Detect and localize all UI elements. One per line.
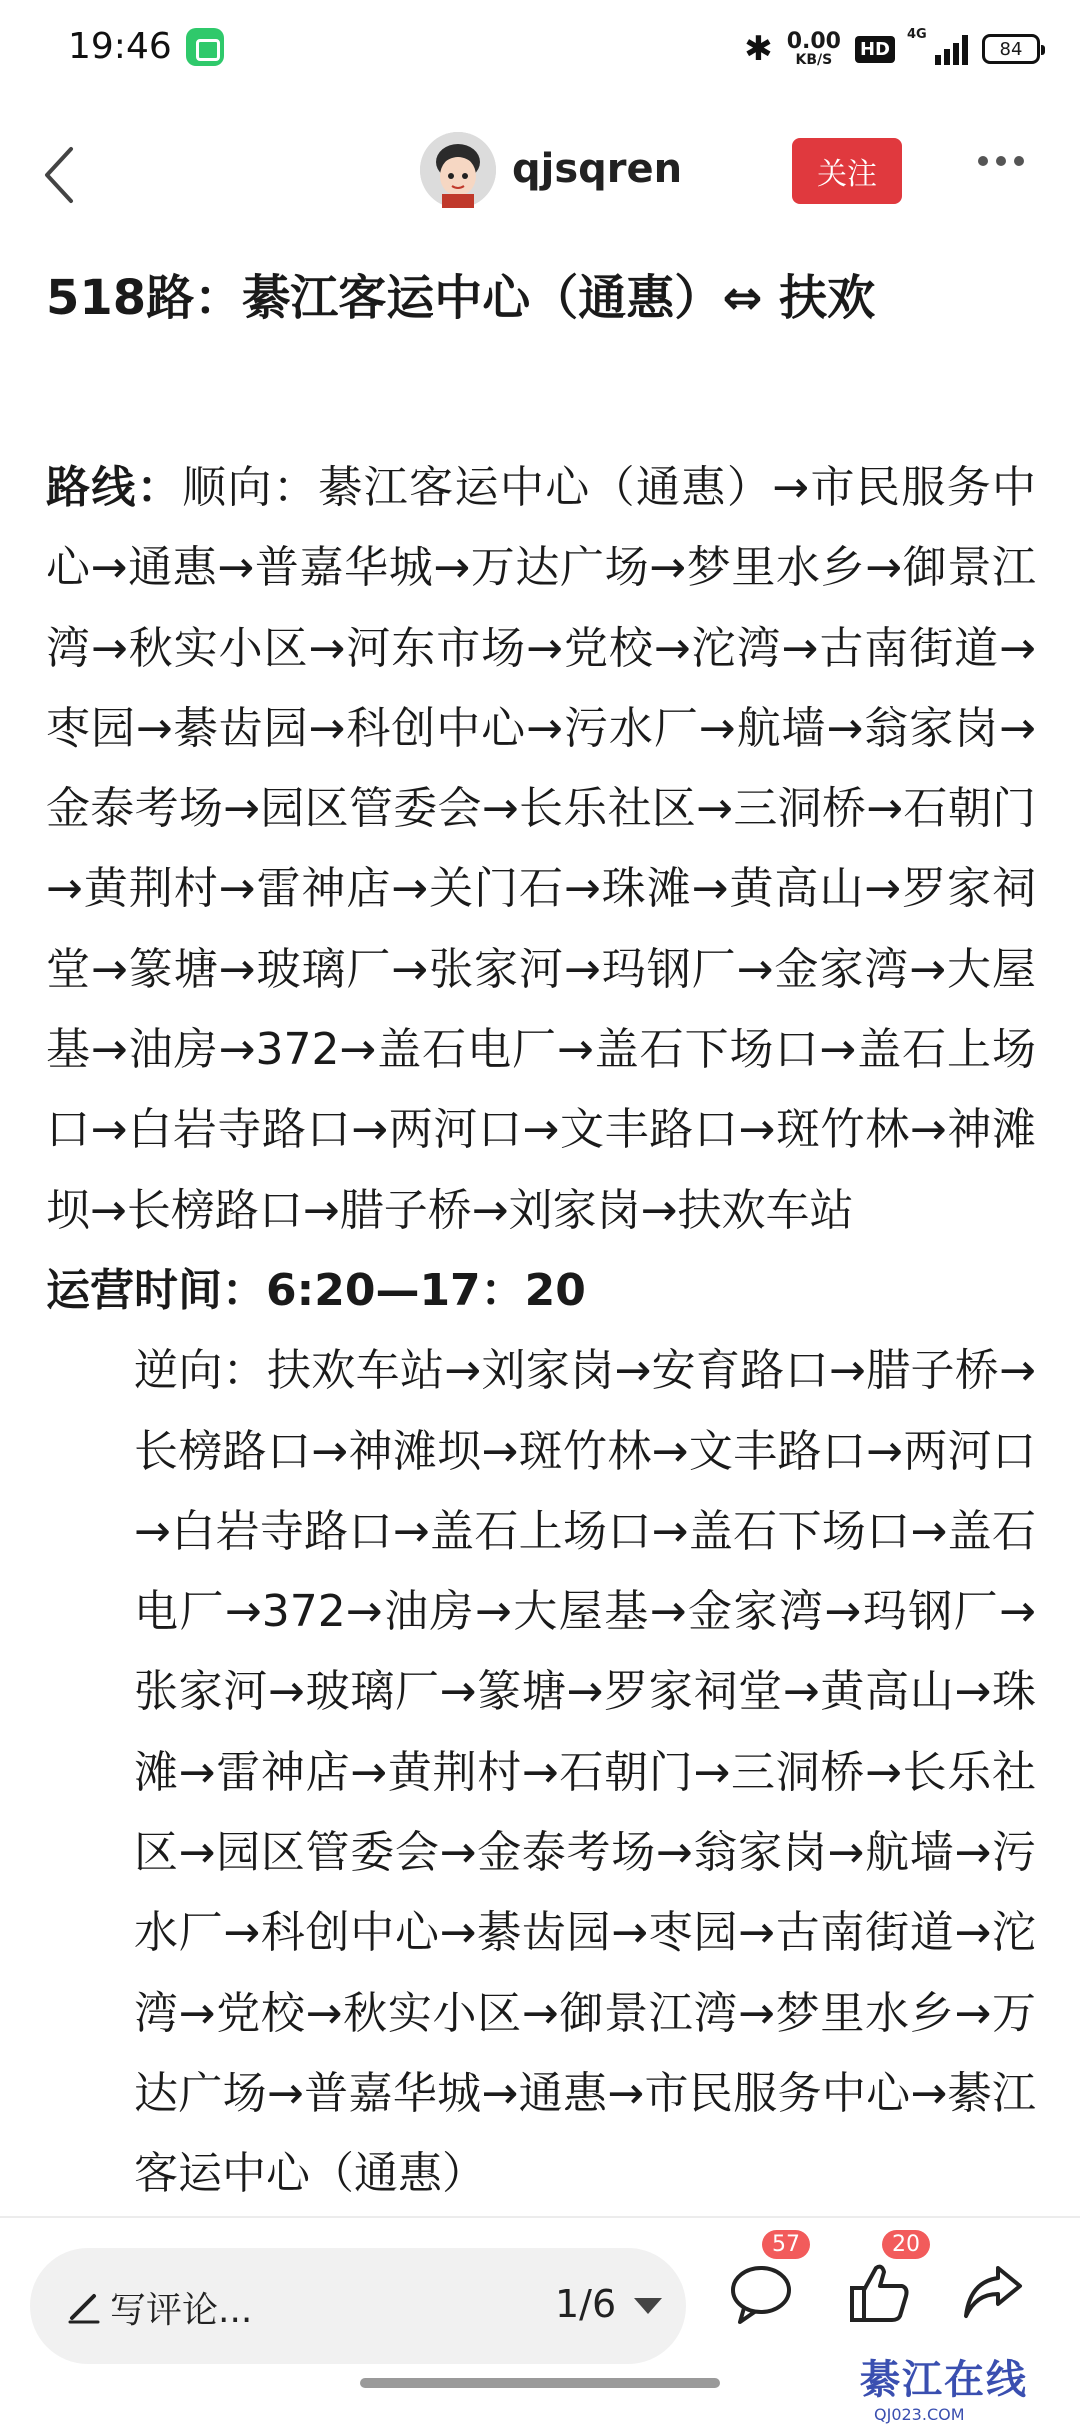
battery-level: 84 [999,38,1023,60]
app-notification-icon [186,28,224,66]
comment-placeholder: 写评论... [110,2290,253,2331]
like-button[interactable] [846,2232,926,2338]
username[interactable]: qjsqren [512,146,683,192]
operating-hours: 运营时间：6:20—17：20 [46,1264,586,1316]
back-button[interactable] [28,140,88,210]
more-dot-icon [1014,156,1024,166]
hd-icon: HD [855,36,895,63]
status-indicators [744,24,1040,74]
network-type: 4G [907,27,927,42]
share-icon [958,2258,1028,2328]
comment-bubble-icon [726,2258,796,2328]
site-watermark [860,2348,1028,2424]
article-body [46,448,1036,2215]
forward-route-paragraph [46,448,1036,1251]
signal-icon [907,27,968,65]
home-indicator[interactable] [360,2378,720,2388]
watermark-url: QJ023.COM [874,2405,965,2424]
avatar-image [420,132,496,208]
page-indicator[interactable]: 1/6 [555,2282,617,2326]
article-content [46,258,1036,2215]
comment-button[interactable] [726,2232,806,2338]
net-speed-value: 0.00 [786,29,841,54]
avatar[interactable] [420,132,496,208]
status-time: 19:46 [68,26,172,67]
battery-icon [982,34,1040,64]
net-speed [787,31,841,67]
more-dot-icon [978,156,988,166]
forward-route-text: 顺向：綦江客运中心（通惠）→市民服务中心→通惠→普嘉华城→万达广场→梦里水乡→御景江湾→秋实小区→河东市场→党校→沱湾→古南街道→枣园→綦齿园→科创中心→污水厂→航墙→翁家岗→金泰考场→园区管委会→长乐社区→三洞桥→石朝门→黄荆村→雷神店→关门石→珠滩→黄高山→罗家祠堂→篆塘→玻璃厂→张家河→玛钢厂→金家湾→大屋基→油房→372→盖石电厂→盖石下场口→盖石上场口→白岩寺路口→两河口→文丰路口→斑竹林→神滩坝→长榜路口→腊子桥→刘家岗→扶欢车站 [46,462,1037,1236]
comment-count-badge: 57 [762,2230,810,2259]
post-header [0,120,1080,230]
more-dot-icon [996,156,1006,166]
back-arrow-icon [41,145,75,205]
reverse-route-text: 逆向：扶欢车站→刘家岗→安育路口→腊子桥→长榜路口→神滩坝→斑竹林→文丰路口→两河口→白岩寺路口→盖石上场口→盖石下场口→盖石电厂→372→油房→大屋基→金家湾→玛钢厂→张家河→玻璃厂→篆塘→罗家祠堂→黄高山→珠滩→雷神店→黄荆村→石朝门→三洞桥→长乐社区→园区管委会→金泰考场→翁家岗→航墙→污水厂→科创中心→綦齿园→枣园→古南街道→沱湾→党校→秋实小区→御景江湾→梦里水乡→万达广场→普嘉华城→通惠→市民服务中心→綦江客运中心（通惠） [134,1345,1036,2200]
watermark-logo-text: 綦江在线 [860,2357,1028,2403]
follow-button[interactable]: 关注 [792,138,902,204]
route-label: 路线： [46,462,183,513]
thumbs-up-icon [846,2258,916,2328]
bluetooth-icon: ✱ [744,29,773,69]
status-bar [0,0,1080,100]
net-speed-unit: KB/S [795,52,833,68]
like-count-badge: 20 [882,2230,930,2259]
share-button[interactable] [958,2258,1038,2338]
comment-input[interactable] [30,2248,686,2364]
bottom-action-bar [0,2218,1080,2424]
pen-icon [64,2286,104,2326]
article-title: 518路：綦江客运中心（通惠）⇔ 扶欢 [46,270,876,326]
caret-down-icon[interactable] [634,2298,662,2314]
more-options-button[interactable] [978,156,1024,166]
